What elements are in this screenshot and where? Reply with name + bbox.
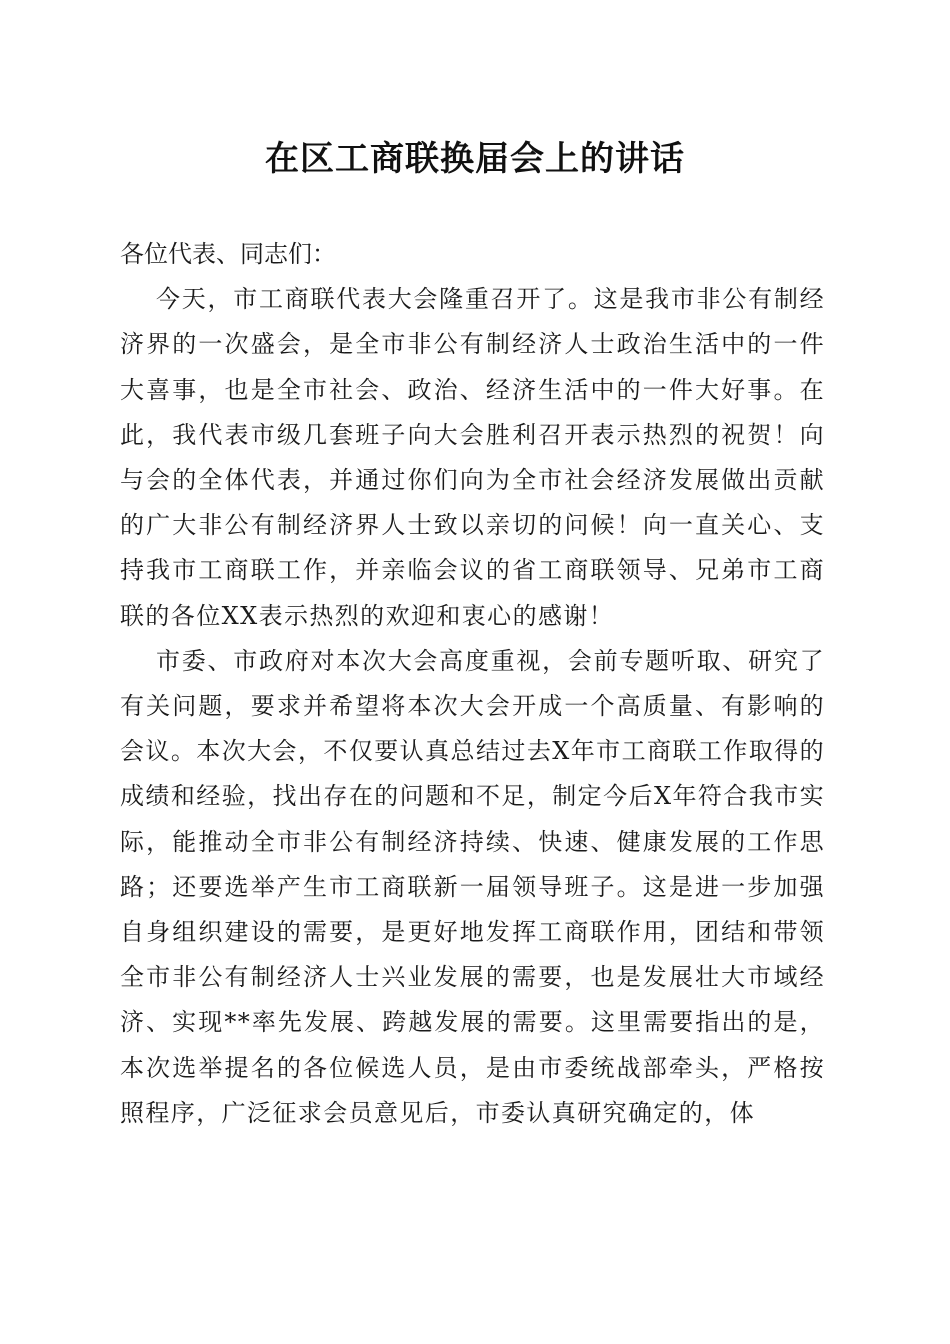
document-body (120, 232, 825, 1136)
paragraph: 市委、市政府对本次大会高度重视，会前专题听取、研究了有关问题，要求并希望将本次大会开成一个高质量、有影响的会议。本次大会，不仅要认真总结过去X年市工商联工作取得的成绩和经验，找出存在的问题和不足，制定今后X年符合我市实际，能推动全市非公有制经济持续、快速、健康发展的工作思路；还要选举产生市工商联新一届领导班子。这是进一步加强自身组织建设的需要，是更好地发挥工商联作用，团结和带领全市非公有制经济人士兴业发展的需要，也是发展壮大市域经济、实现**率先发展、跨越发展的需要。这里需要指出的是，本次选举提名的各位候选人员，是由市委统战部牵头，严格按照程序，广泛征求会员意见后，市委认真研究确定的，体 (120, 646, 825, 1127)
paragraph: 今天，市工商联代表大会隆重召开了。这是我市非公有制经济界的一次盛会，是全市非公有制经济人士政治生活中的一件大喜事，也是全市社会、政治、经济生活中的一件大好事。在此，我代表市级几套班子向大会胜利召开表示热烈的祝贺！向与会的全体代表，并通过你们向为全市社会经济发展做出贡献的广大非公有制经济界人士致以亲切的问候！向一直关心、支持我市工商联工作，并亲临会议的省工商联领导、兄弟市工商联的各位XX表示热烈的欢迎和衷心的感谢！ (120, 285, 825, 630)
salutation: 各位代表、同志们： (120, 240, 336, 268)
document-title: 在区工商联换届会上的讲话 (265, 139, 685, 179)
